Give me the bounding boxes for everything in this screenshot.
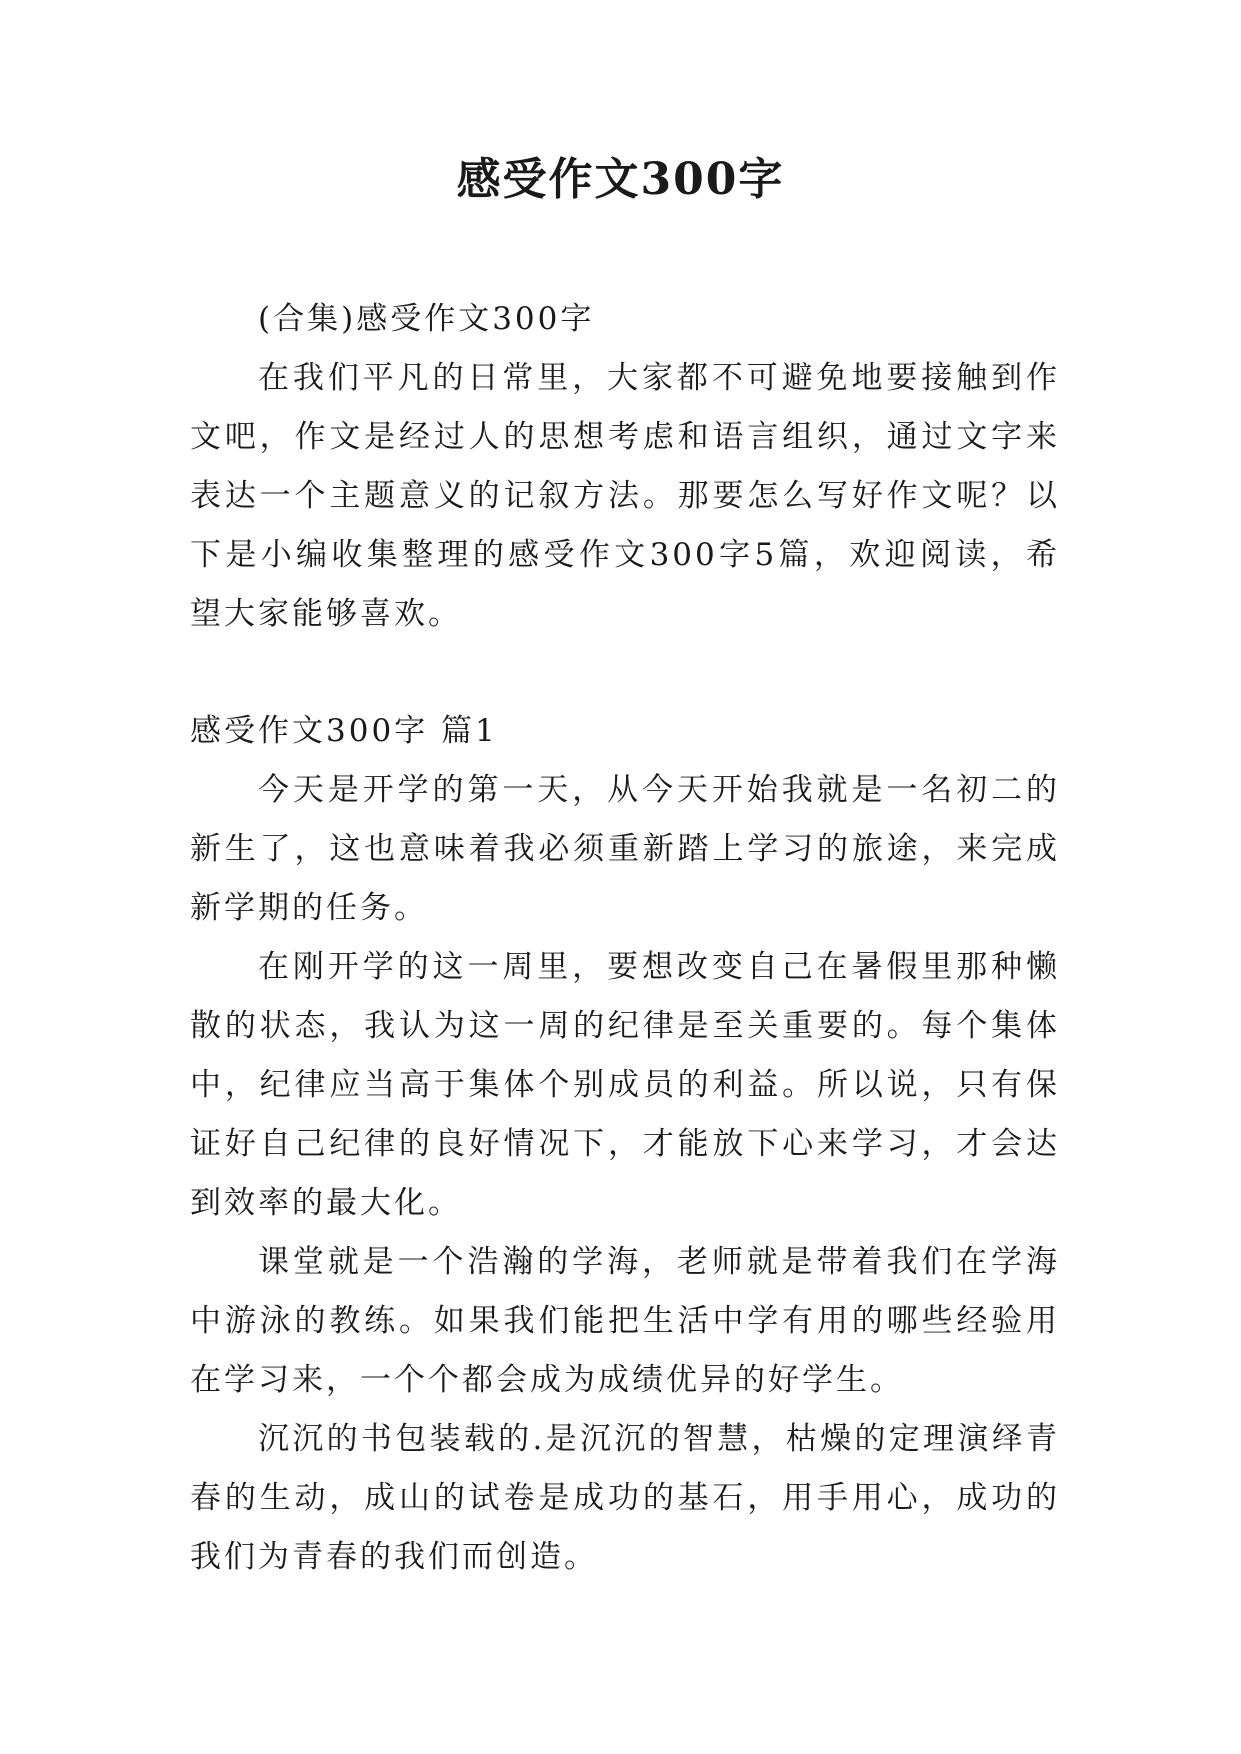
subtitle-paragraph: (合集)感受作文300字 [258,301,595,337]
body-paragraph-2: 在刚开学的这一周里，要想改变自己在暑假里那种懒散的状态，我认为这一周的纪律是至关重要的。每个集体中，纪律应当高于集体个别成员的利益。所以说，只有保证好自己纪律的良好情况下，才能放下心来学习，才会达到效率的最大化。 [190,949,1060,1221]
section-heading: 感受作文300字 篇1 [190,713,498,749]
body-paragraph-3: 课堂就是一个浩瀚的学海，老师就是带着我们在学海中游泳的教练。如果我们能把生活中学有用的哪些经验用在学习来，一个个都会成为成绩优异的好学生。 [190,1244,1060,1398]
document-title: 感受作文300字 [456,154,785,205]
intro-paragraph: 在我们平凡的日常里，大家都不可避免地要接触到作文吧，作文是经过人的思想考虑和语言组织，通过文字来表达一个主题意义的记叙方法。那要怎么写好作文呢？以下是小编收集整理的感受作文300字5篇，欢迎阅读，希望大家能够喜欢。 [190,360,1060,632]
body-paragraph-1: 今天是开学的第一天，从今天开始我就是一名初二的新生了，这也意味着我必须重新踏上学习的旅途，来完成新学期的任务。 [190,772,1060,926]
document-body [190,290,1060,1587]
section-spacer [190,644,1060,702]
body-paragraph-4: 沉沉的书包装载的.是沉沉的智慧，枯燥的定理演绎青春的生动，成山的试卷是成功的基石，用手用心，成功的我们为青春的我们而创造。 [190,1421,1060,1575]
